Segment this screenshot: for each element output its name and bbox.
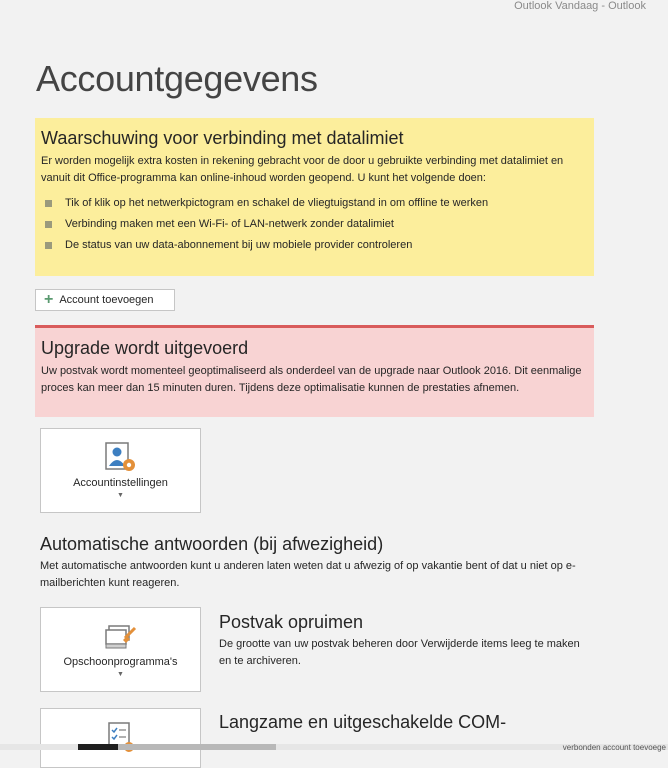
add-account-label: Account toevoegen — [59, 294, 154, 306]
mailbox-cleanup-text: De grootte van uw postvak beheren door Verwijderde items leeg te maken en te archiveren. — [219, 638, 580, 667]
bullet-icon — [45, 221, 52, 228]
account-settings-icon — [103, 441, 139, 475]
add-account-button[interactable] — [35, 289, 175, 311]
taskbar-segment — [118, 744, 276, 750]
com-addins-heading: Langzame en uitgeschakelde COM- — [219, 712, 507, 732]
warning-list — [41, 193, 588, 256]
chevron-down-icon: ▼ — [117, 671, 124, 678]
upgrade-heading: Upgrade wordt uitgevoerd — [41, 338, 249, 358]
com-addins-button[interactable] — [40, 708, 201, 768]
window-title: Outlook Vandaag - Outlook — [514, 0, 646, 12]
bullet-icon — [45, 200, 52, 207]
list-item: Verbinding maken met een Wi-Fi- of LAN-netwerk zonder datalimiet — [41, 214, 588, 235]
bullet-icon — [45, 242, 52, 249]
account-settings-label: Accountinstellingen — [73, 477, 168, 489]
warning-text: Er worden mogelijk extra kosten in rekening gebracht voor de door u gebruikte verbinding met datalimiet en vanuit dit Office-programma kan online-inhoud worden geopend. U kunt het volgende doen: — [41, 155, 564, 184]
warning-heading: Waarschuwing voor verbinding met datalimiet — [41, 128, 404, 148]
account-settings-button[interactable] — [40, 428, 201, 513]
auto-replies-text: Met automatische antwoorden kunt u anderen laten weten dat u afwezig of op vakantie bent of dat u niet op e-mailberichten kunt reageren. — [40, 560, 576, 589]
mailbox-cleanup-heading: Postvak opruimen — [219, 612, 364, 632]
list-item: De status van uw data-abonnement bij uw mobiele provider controleren — [41, 235, 588, 256]
taskbar-strip — [0, 744, 668, 750]
taskbar-segment — [78, 744, 118, 750]
page-title: Accountgegevens — [36, 58, 318, 99]
plus-icon: + — [44, 291, 54, 308]
status-text: verbonden account toevoege — [562, 743, 666, 752]
mailbox-cleanup-icon — [103, 620, 139, 654]
chevron-down-icon: ▼ — [117, 492, 124, 499]
cleanup-tools-label: Opschoonprogramma's — [63, 656, 178, 668]
upgrade-text: Uw postvak wordt momenteel geoptimaliseerd als onderdeel van de upgrade naar Outlook 2016. Dit eenmalige proces kan meer dan 15 minuten duren. Tijdens deze optimalisatie kunnen de prestaties afnemen. — [41, 365, 582, 394]
cleanup-tools-button[interactable] — [40, 607, 201, 692]
metered-connection-warning — [35, 118, 594, 276]
auto-replies-heading: Automatische antwoorden (bij afwezigheid) — [40, 534, 384, 554]
upgrade-in-progress-banner — [35, 325, 594, 417]
list-item: Tik of klik op het netwerkpictogram en schakel de vliegtuigstand in om offline te werken — [41, 193, 588, 214]
